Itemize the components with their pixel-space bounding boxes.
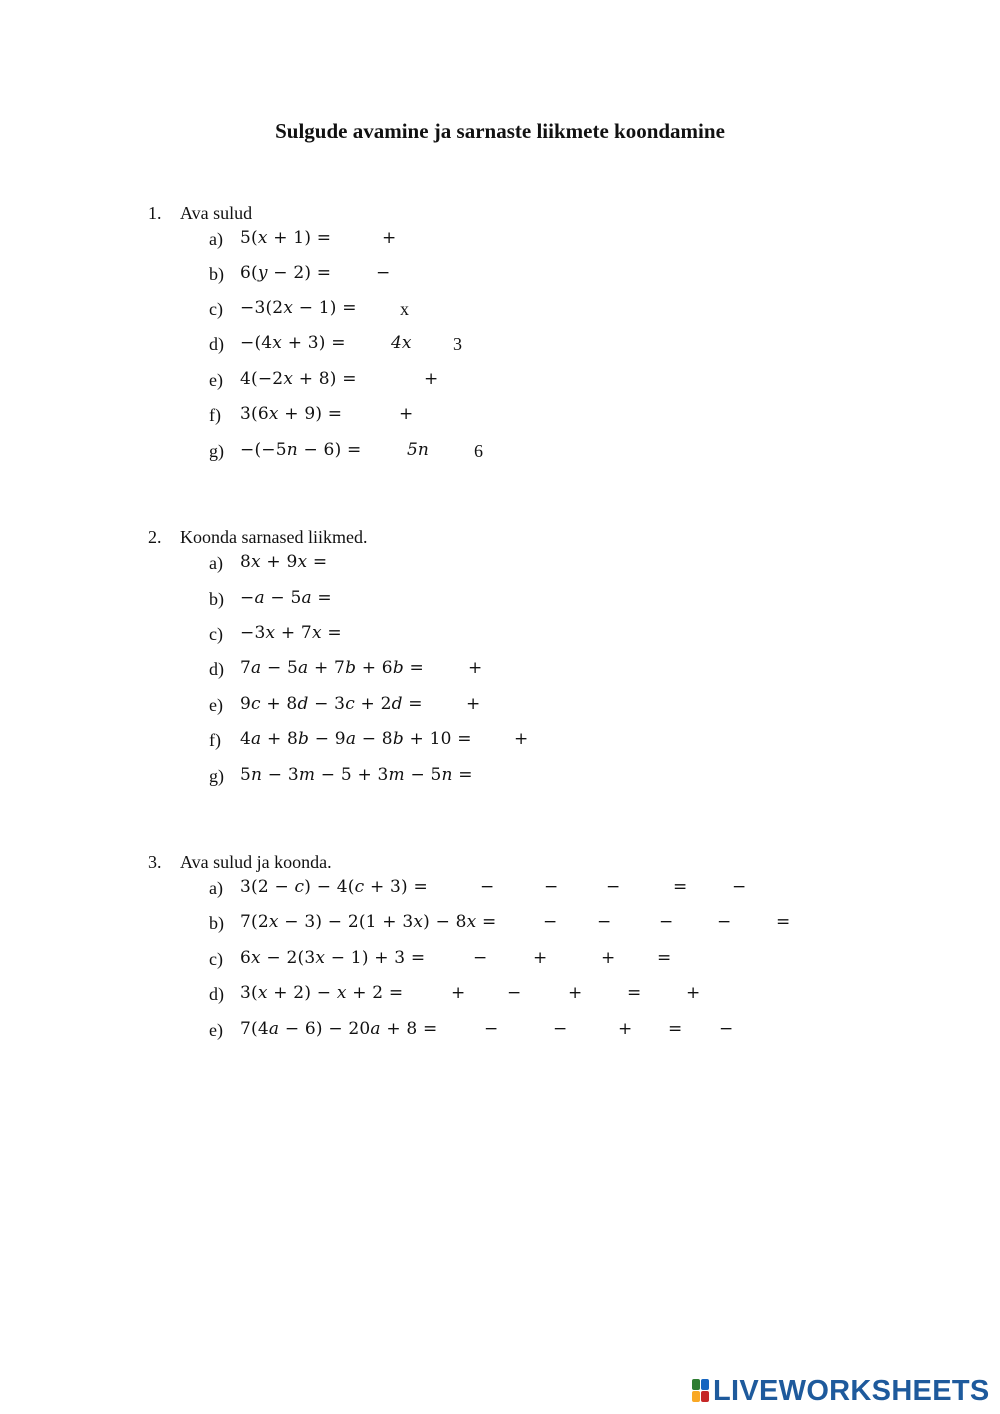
- expression: 5n − 3m − 5 + 3m − 5n =: [240, 765, 473, 785]
- answer-blank[interactable]: +: [618, 1019, 633, 1039]
- answer-blank[interactable]: =: [657, 948, 672, 968]
- answer-blank[interactable]: +: [466, 694, 481, 714]
- answer-blank[interactable]: +: [568, 983, 583, 1003]
- expression: 3(2 − c) − 4(c + 3) =: [240, 877, 428, 897]
- expression: 7(4a − 6) − 20a + 8 =: [240, 1019, 438, 1039]
- answer-blank[interactable]: =: [776, 912, 791, 932]
- expression: 4a + 8b − 9a − 8b + 10 =: [240, 729, 472, 749]
- answer-blank[interactable]: −: [544, 877, 559, 897]
- answer-blank[interactable]: +: [601, 948, 616, 968]
- expression: 4(−2x + 8) =: [240, 369, 357, 389]
- logo-square-yellow: [692, 1391, 700, 1402]
- answer-blank[interactable]: +: [451, 983, 466, 1003]
- answer-blank[interactable]: +: [382, 228, 397, 248]
- section-2-heading: [148, 527, 367, 548]
- expression: 3(x + 2) − x + 2 =: [240, 983, 404, 1003]
- answer-blank[interactable]: +: [399, 404, 414, 424]
- answer-blank[interactable]: =: [627, 983, 642, 1003]
- section-3-heading: [148, 852, 332, 873]
- worksheet-title: Sulgude avamine ja sarnaste liikmete koondamine: [275, 119, 725, 143]
- logo-square-red: [701, 1391, 709, 1402]
- expression: 6(y − 2) =: [240, 263, 332, 283]
- answer-blank[interactable]: +: [533, 948, 548, 968]
- section-1-heading: [148, 203, 252, 224]
- answer-blank[interactable]: −: [484, 1019, 499, 1039]
- logo-square-green: [692, 1379, 700, 1390]
- expression: 7(2x − 3) − 2(1 + 3x) − 8x =: [240, 912, 497, 932]
- answer-blank[interactable]: −: [480, 877, 495, 897]
- answer-blank[interactable]: 3: [453, 334, 462, 354]
- answer-blank[interactable]: −: [543, 912, 558, 932]
- section-heading-text: Koonda sarnased liikmed.: [180, 527, 368, 547]
- answer-blank[interactable]: +: [424, 369, 439, 389]
- expression: 6x − 2(3x − 1) + 3 =: [240, 948, 426, 968]
- answer-blank[interactable]: =: [668, 1019, 683, 1039]
- answer-blank[interactable]: −: [376, 263, 391, 283]
- section-number: 2.: [148, 527, 162, 547]
- answer-blank[interactable]: 4x: [391, 333, 412, 353]
- expression: −3(2x − 1) =: [240, 298, 357, 318]
- answer-blank[interactable]: −: [597, 912, 612, 932]
- liveworksheets-logo-icon: [692, 1379, 710, 1403]
- logo-square-blue: [701, 1379, 709, 1390]
- expression: 5(x + 1) =: [240, 228, 332, 248]
- answer-blank[interactable]: −: [659, 912, 674, 932]
- answer-blank[interactable]: −: [606, 877, 621, 897]
- section-heading-text: Ava sulud ja koonda.: [180, 852, 332, 872]
- answer-blank[interactable]: +: [468, 658, 483, 678]
- answer-blank[interactable]: −: [732, 877, 747, 897]
- expression: 7a − 5a + 7b + 6b =: [240, 658, 424, 678]
- answer-blank[interactable]: −: [473, 948, 488, 968]
- answer-blank[interactable]: −: [553, 1019, 568, 1039]
- answer-blank[interactable]: x: [400, 299, 409, 319]
- expression: −a − 5a =: [240, 588, 332, 608]
- answer-blank[interactable]: 5n: [407, 440, 429, 460]
- answer-blank[interactable]: −: [719, 1019, 734, 1039]
- answer-blank[interactable]: +: [514, 729, 529, 749]
- liveworksheets-logo-text: LIVEWORKSHEETS: [713, 1374, 990, 1407]
- liveworksheets-logo: [692, 1374, 990, 1408]
- answer-blank[interactable]: =: [673, 877, 688, 897]
- answer-blank[interactable]: −: [717, 912, 732, 932]
- section-heading-text: Ava sulud: [180, 203, 253, 223]
- section-number: 3.: [148, 852, 162, 872]
- expression: −(4x + 3) =: [240, 333, 346, 353]
- section-number: 1.: [148, 203, 162, 223]
- expression: −(−5n − 6) =: [240, 440, 362, 460]
- expression: 9c + 8d − 3c + 2d =: [240, 694, 423, 714]
- expression: −3x + 7x =: [240, 623, 342, 643]
- answer-blank[interactable]: +: [686, 983, 701, 1003]
- answer-blank[interactable]: 6: [474, 441, 483, 461]
- answer-blank[interactable]: −: [507, 983, 522, 1003]
- expression: 8x + 9x =: [240, 552, 328, 572]
- expression: 3(6x + 9) =: [240, 404, 343, 424]
